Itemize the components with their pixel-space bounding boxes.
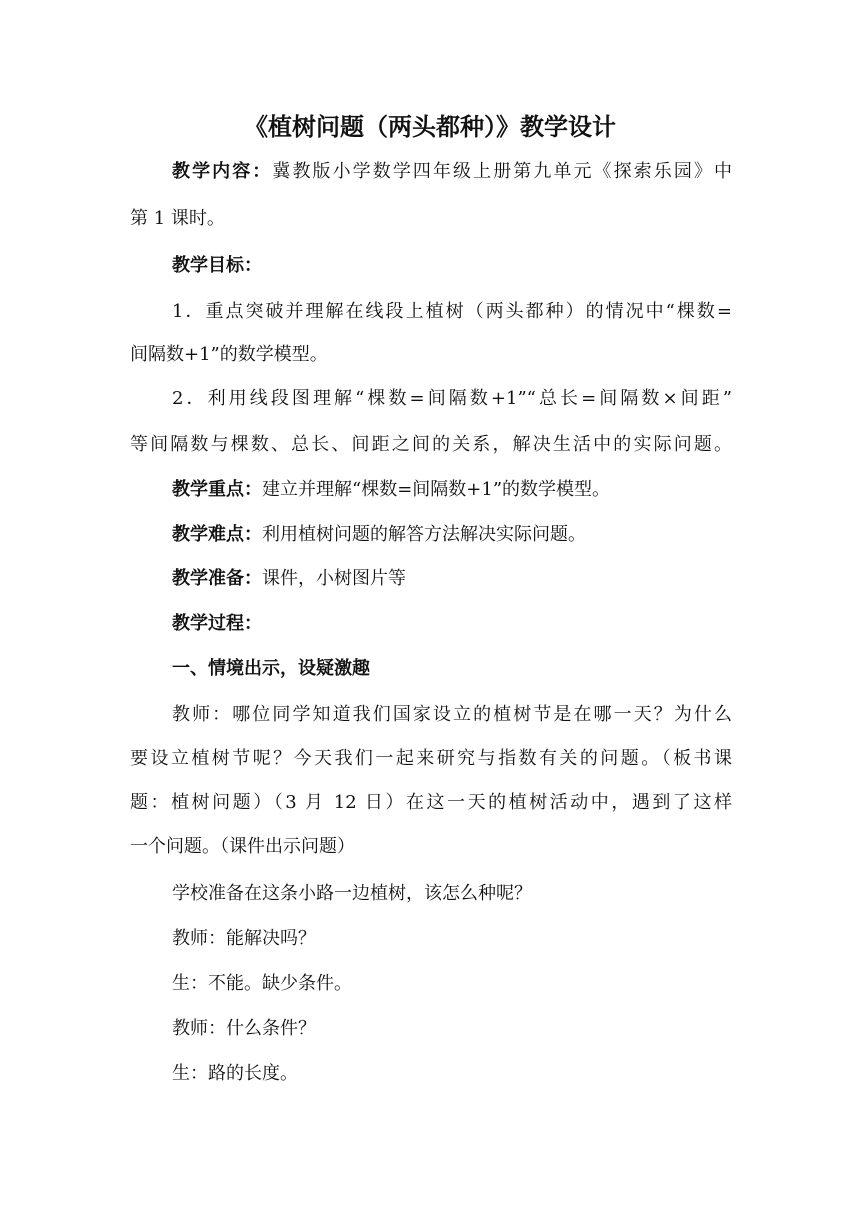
objectives-label bbox=[172, 253, 262, 279]
page-title: 《植树问题（两头都种）》教学设计 bbox=[244, 112, 616, 141]
key-point-text: 建立并理解“棵数=间隔数+1”的数学模型。 bbox=[262, 479, 611, 500]
section-1-para-6: 生：路的长度。 bbox=[172, 1063, 298, 1084]
section-1-para-4: 生：不能。缺少条件。 bbox=[172, 973, 352, 994]
process-label bbox=[172, 611, 262, 637]
objective-1-line-1: 1．重点突破并理解在线段上植树（两头都种）的情况中“棵数= bbox=[172, 301, 732, 322]
key-point bbox=[172, 477, 610, 503]
key-point-label: 教学重点： bbox=[172, 479, 262, 500]
preparation-text: 课件，小树图片等 bbox=[262, 568, 406, 589]
section-1-heading-text: 一、情境出示，设疑激趣 bbox=[172, 658, 370, 679]
section-1-para-1-line-1: 教师：哪位同学知道我们国家设立的植树节是在哪一天？为什么 bbox=[172, 704, 732, 725]
section-1-heading bbox=[172, 656, 370, 682]
content-line-1 bbox=[172, 159, 732, 185]
difficulty-text: 利用植树问题的解答方法解决实际问题。 bbox=[262, 524, 586, 545]
content-text: 冀教版小学数学四年级上册第九单元《探索乐园》中 bbox=[272, 161, 733, 182]
difficulty bbox=[172, 522, 586, 548]
objective-2-line-1: 2．利用线段图理解“棵数=间隔数+1”“总长=间隔数×间距” bbox=[172, 388, 732, 409]
difficulty-label: 教学难点： bbox=[172, 524, 262, 545]
section-1-para-5: 教师：什么条件？ bbox=[172, 1018, 316, 1039]
objective-1-line-2: 间隔数+1”的数学模型。 bbox=[130, 344, 328, 365]
section-1-para-1-line-4: 一个问题。（课件出示问题） bbox=[130, 836, 355, 857]
objectives-label-text: 教学目标： bbox=[172, 255, 262, 276]
section-1-para-1-line-3: 题：植树问题）（3 月 12 日）在这一天的植树活动中，遇到了这样 bbox=[130, 792, 732, 813]
objective-2-line-2: 等间隔数与棵数、总长、间距之间的关系，解决生活中的实际问题。 bbox=[130, 434, 732, 455]
section-1-para-2: 学校准备在这条小路一边植树，该怎么种呢？ bbox=[172, 883, 532, 904]
preparation-label: 教学准备： bbox=[172, 568, 262, 589]
section-1-para-3: 教师：能解决吗？ bbox=[172, 928, 316, 949]
section-1-para-1-line-2: 要设立植树节呢？今天我们一起来研究与指数有关的问题。（板书课 bbox=[130, 748, 732, 769]
content-line-2: 第 1 课时。 bbox=[130, 208, 225, 229]
preparation bbox=[172, 566, 406, 592]
content-label: 教学内容： bbox=[172, 161, 273, 182]
process-label-text: 教学过程： bbox=[172, 613, 262, 634]
